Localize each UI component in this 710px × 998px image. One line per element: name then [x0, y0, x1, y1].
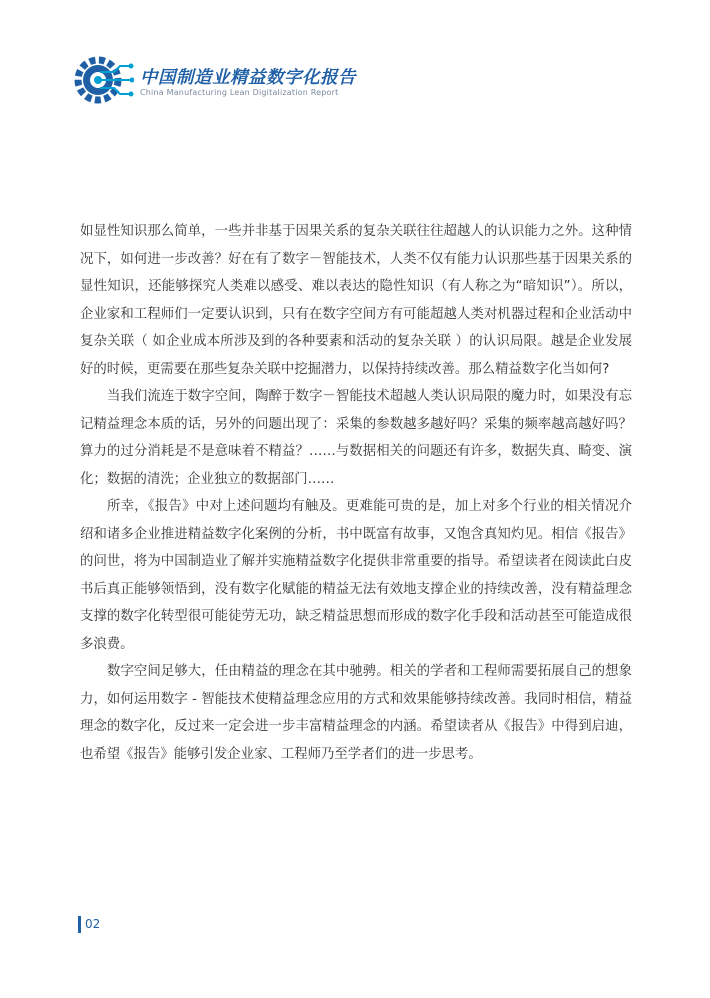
paragraph-2: 当我们流连于数字空间，陶醉于数字－智能技术超越人类认识局限的魔力时，如果没有忘记精益理念本质的话，另外的问题出现了：采集的参数越多越好吗？采集的频率越高越好吗？算力的过分消耗是不是意味着不精益？……与数据相关的问题还有许多，数据失真、畸变、演化；数据的清洗；企业独立的数据部门……	[80, 389, 632, 487]
body-text	[80, 218, 632, 768]
report-subtitle: China Manufacturing Lean Digitalization Report	[140, 88, 339, 97]
page-number-bar	[78, 916, 81, 933]
report-title: 中国制造业精益数字化报告	[140, 68, 356, 88]
gear-circuit-logo-icon	[70, 52, 134, 108]
paragraph-4: 数字空间足够大，任由精益的理念在其中驰骋。相关的学者和工程师需要拓展自己的想象力，如何运用数字 - 智能技术使精益理念应用的方式和效果能够持续改善。我同时相信，精益理念的数字化，反过来一定会进一步丰富精益理念的内涵。希望读者从《报告》中得到启迪，也希望《报告》能够引发企业家、工程师乃至学者们的进一步思考。	[80, 664, 632, 762]
paragraph-3: 所幸，《报告》中对上述问题均有触及。更难能可贵的是，加上对多个行业的相关情况介绍和诸多企业推进精益数字化案例的分析，书中既富有故事，又饱含真知灼见。相信《报告》的问世，将为中国制造业了解并实施精益数字化提供非常重要的指导。希望读者在阅读此白皮书后真正能够领悟到，没有数字化赋能的精益无法有效地支撑企业的持续改善，没有精益理念支撑的数字化转型很可能徒劳无功，缺乏精益思想而形成的数字化手段和活动甚至可能造成很多浪费。	[80, 499, 632, 652]
page-number: 02	[85, 917, 101, 931]
paragraph-1: 如显性知识那么简单，一些并非基于因果关系的复杂关联往往超越人的认识能力之外。这种情况下，如何进一步改善？好在有了数字－智能技术，人类不仅有能力认识那些基于因果关系的显性知识，还能够探究人类难以感受、难以表达的隐性知识（有人称之为“暗知识”）。所以，企业家和工程师们一定要认识到，只有在数字空间方有可能超越人类对机器过程和企业活动中复杂关联（ 如企业成本所涉及到的各种要素和活动的复杂关联 ）的认识局限。越是企业发展好的时候，更需要在那些复杂关联中挖掘潜力，以保持持续改善。那么精益数字化当如何?	[80, 224, 632, 377]
report-header	[70, 52, 390, 108]
